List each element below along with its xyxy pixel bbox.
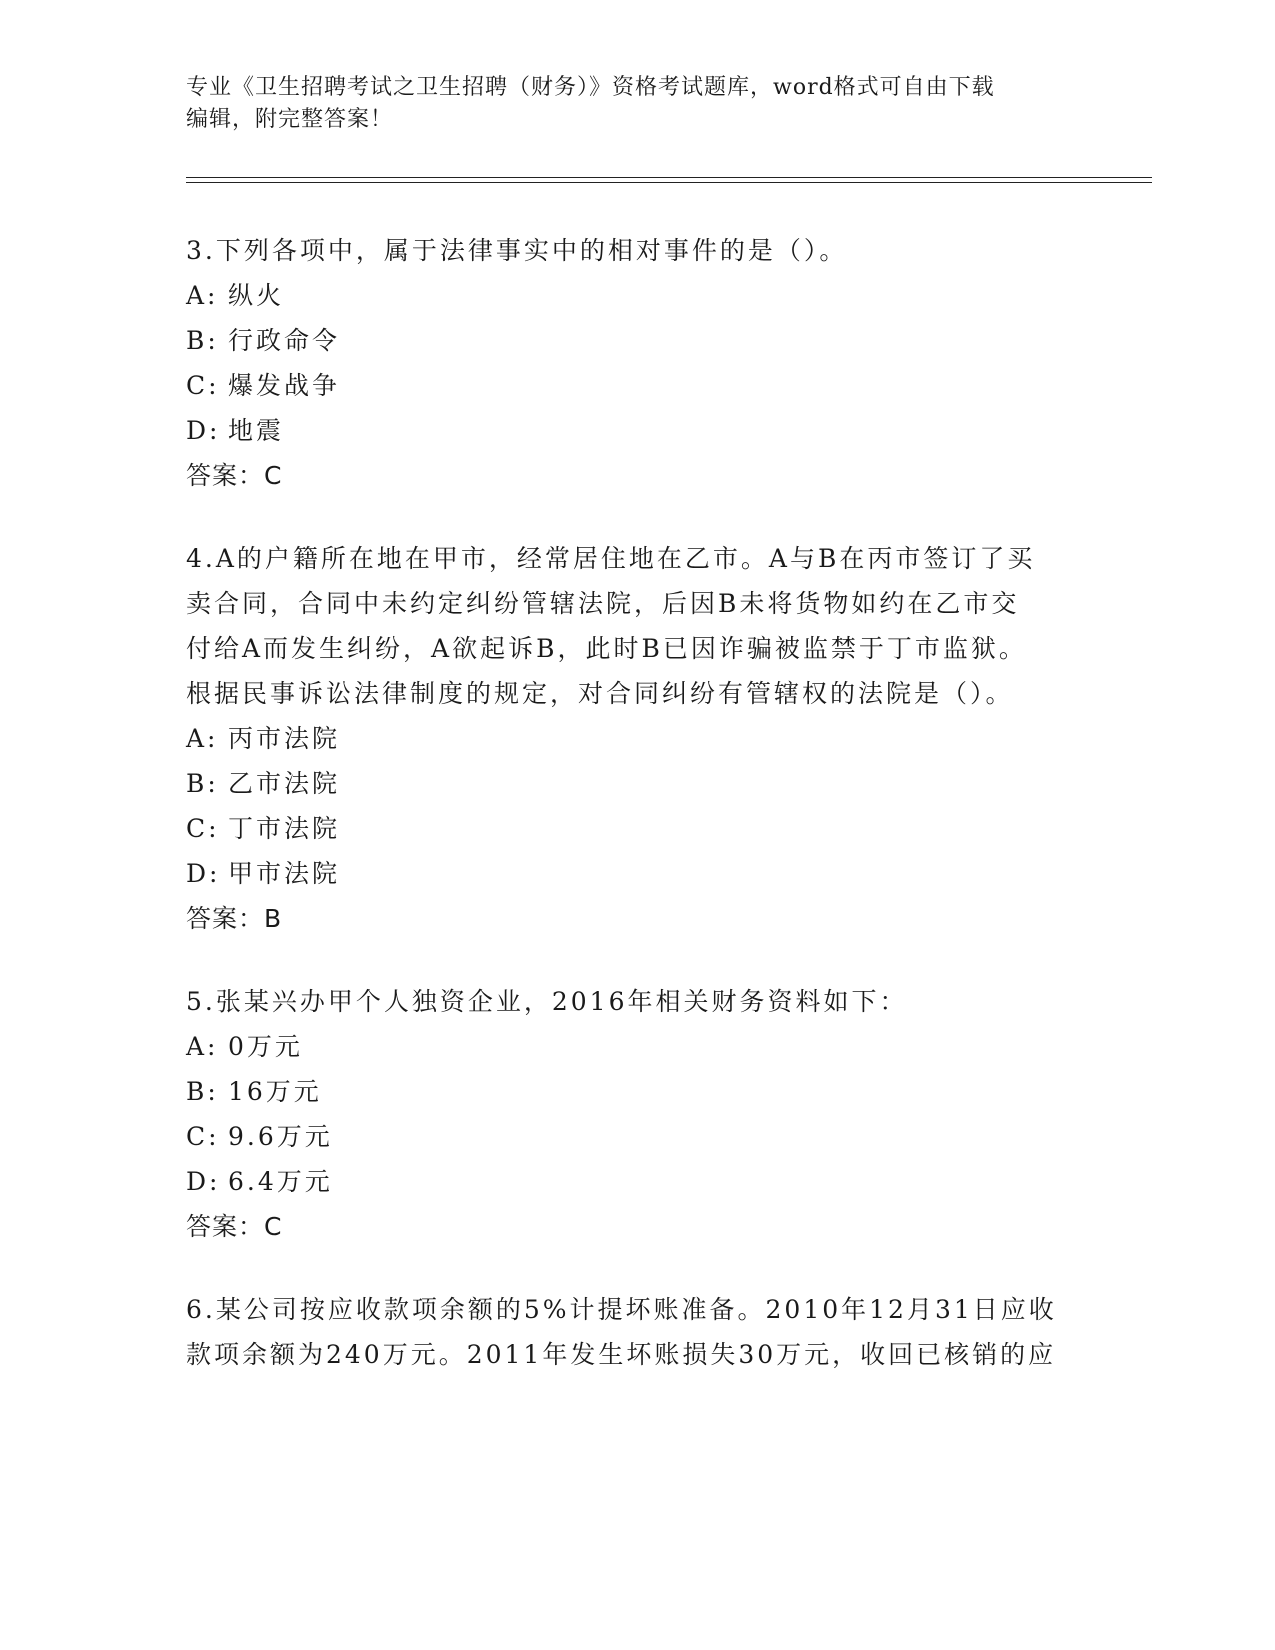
option-text: 地震: [228, 416, 285, 445]
question-4: [186, 536, 1086, 941]
option-key: C:: [186, 1122, 220, 1151]
option-key: B:: [186, 326, 219, 355]
option-text: 16万元: [228, 1077, 322, 1106]
question-stem: 5.张某兴办甲个人独资企业，2016年相关财务资料如下：: [186, 987, 908, 1016]
option-d: [186, 1159, 1086, 1204]
option-text: 6.4万元: [228, 1167, 333, 1196]
question-stem-line-3: 付给A而发生纠纷，A欲起诉B，此时B已因诈骗被监禁于丁市监狱。: [186, 634, 1027, 663]
question-stem-line-2: 款项余额为240万元。2011年发生坏账损失30万元，收回已核销的应: [186, 1340, 1057, 1369]
question-stem: 3.下列各项中，属于法律事实中的相对事件的是（）。: [186, 236, 848, 265]
question-list: [186, 228, 1086, 1415]
option-text: 乙市法院: [228, 769, 341, 798]
option-key: A:: [186, 724, 219, 753]
option-key: C:: [186, 371, 220, 400]
option-key: C:: [186, 814, 220, 843]
option-text: 甲市法院: [228, 859, 341, 888]
option-b: [186, 761, 1086, 806]
document-header: [186, 72, 1066, 136]
question-6: [186, 1287, 1086, 1377]
option-b: [186, 1069, 1086, 1114]
answer-label: 答案：C: [186, 461, 283, 490]
question-3: [186, 228, 1086, 498]
option-c: [186, 806, 1086, 851]
option-d: [186, 851, 1086, 896]
option-key: A:: [186, 1032, 219, 1061]
header-line-2: 编辑，附完整答案！: [186, 107, 394, 132]
option-key: D:: [186, 1167, 221, 1196]
header-divider-bottom: [186, 182, 1152, 183]
question-stem-line-4: 根据民事诉讼法律制度的规定，对合同纠纷有管辖权的法院是（）。: [186, 679, 1014, 708]
option-text: 丁市法院: [228, 814, 341, 843]
option-key: B:: [186, 769, 219, 798]
option-a: [186, 273, 1086, 318]
option-key: D:: [186, 859, 221, 888]
option-text: 9.6万元: [228, 1122, 333, 1151]
question-stem-line-2: 卖合同，合同中未约定纠纷管辖法院，后因B未将货物如约在乙市交: [186, 589, 1020, 618]
question-5: [186, 979, 1086, 1249]
option-c: [186, 363, 1086, 408]
option-text: 行政命令: [228, 326, 341, 355]
option-text: 纵火: [228, 281, 285, 310]
answer-label: 答案：C: [186, 1212, 283, 1241]
question-stem-line-1: 4.A的户籍所在地在甲市，经常居住地在乙市。A与B在丙市签订了买: [186, 544, 1036, 573]
answer-label: 答案：B: [186, 904, 283, 933]
question-stem-line-1: 6.某公司按应收款项余额的5%计提坏账准备。2010年12月31日应收: [186, 1295, 1057, 1324]
option-c: [186, 1114, 1086, 1159]
option-key: D:: [186, 416, 221, 445]
option-key: A:: [186, 281, 219, 310]
header-line-1: 专业《卫生招聘考试之卫生招聘（财务）》资格考试题库，word格式可自由下载: [186, 75, 995, 100]
option-a: [186, 716, 1086, 761]
option-key: B:: [186, 1077, 219, 1106]
option-text: 0万元: [228, 1032, 303, 1061]
option-a: [186, 1024, 1086, 1069]
option-text: 爆发战争: [228, 371, 341, 400]
option-d: [186, 408, 1086, 453]
header-divider-top: [186, 177, 1152, 178]
option-b: [186, 318, 1086, 363]
option-text: 丙市法院: [228, 724, 341, 753]
